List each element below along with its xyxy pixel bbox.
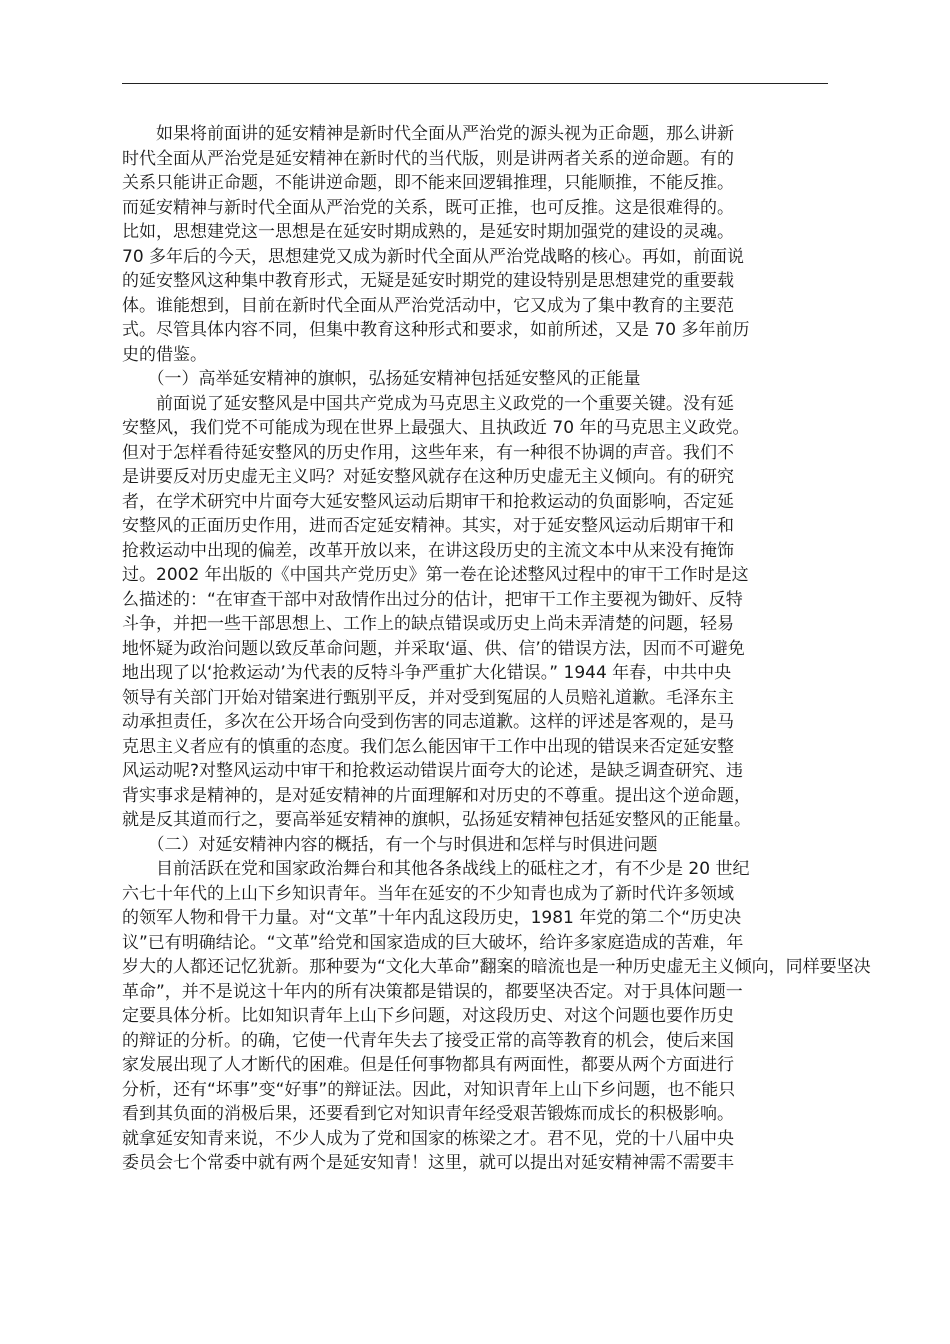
text-line: 就是反其道而行之，要高举延安精神的旗帜，弘扬延安精神包括延安整风的正能量。 (122, 810, 751, 830)
text-line: 克思主义者应有的慎重的态度。我们怎么能因审干工作中出现的错误来否定延安整 (122, 736, 734, 757)
text-line: 抢救运动中出现的偏差，改革开放以来，在讲这段历史的主流文本中从来没有掩饰 (122, 540, 734, 561)
text-line: 分析，还有“坏事”变“好事”的辩证法。因此，对知识青年上山下乡问题，也不能只 (122, 1079, 736, 1100)
text-line: 岁大的人都还记忆犹新。那种要为“文化大革命”翻案的暗流也是一种历史虚无主义倾向，同样要坚决 (122, 957, 871, 977)
text-line: 但对于怎样看待延安整风的历史作用，这些年来，有一种很不协调的声音。我们不 (122, 442, 734, 463)
text-line: 史的借鉴。 (122, 344, 207, 365)
text-line: 安整风的正面历史作用，进而否定延安精神。其实，对于延安整风运动后期审干和 (122, 516, 734, 536)
text-line: 议”已有明确结论。“文革”给党和国家造成的巨大破坏，给许多家庭造成的苦难，年 (122, 932, 744, 953)
text-line: 的辩证的分析。的确，它使一代青年失去了接受正常的高等教育的机会，使后来国 (122, 1030, 734, 1051)
text-line: 的延安整风这种集中教育形式，无疑是延安时期党的建设特别是思想建党的重要载 (122, 271, 734, 291)
text-line: 者，在学术研究中片面夸大延安整风运动后期审干和抢救运动的负面影响，否定延 (122, 491, 734, 512)
text-line: 过。2002 年出版的《中国共产党历史》第一卷在论述整风过程中的审干工作时是这 (122, 565, 749, 585)
text-line: 背实事求是精神的，是对延安精神的片面理解和对历史的不尊重。提出这个逆命题， (122, 785, 751, 806)
text-line: 安整风，我们党不可能成为现在世界上最强大、且执政近 70 年的马克思主义政党。 (122, 418, 750, 438)
text-line: 领导有关部门开始对错案进行甄别平反，并对受到冤屈的人员赔礼道歉。毛泽东主 (122, 687, 734, 708)
text-line: 定要具体分析。比如知识青年上山下乡问题，对这段历史、对这个问题也要作历史 (122, 1006, 734, 1026)
text-line: 动承担责任，多次在公开场合向受到伤害的同志道歉。这样的评述是客观的，是马 (122, 712, 734, 732)
text-line: 是讲要反对历史虚无主义吗？对延安整风就存在这种历史虚无主义倾向。有的研究 (122, 467, 734, 487)
text-line: 么描述的：“在审查干部中对敌情作出过分的估计，把审干工作主要视为锄奸、反特 (122, 589, 743, 610)
document-body (122, 122, 871, 1176)
header-rule (122, 83, 828, 84)
text-line: （一）高举延安精神的旗帜，弘扬延安精神包括延安整风的正能量 (122, 369, 641, 389)
text-line: 体。谁能想到，目前在新时代全面从严治党活动中，它又成为了集中教育的主要范 (122, 295, 734, 316)
text-line: 风运动呢?对整风运动中审干和抢救运动错误片面夸大的论述，是缺乏调查研究、违 (122, 761, 744, 781)
text-line: （二）对延安精神内容的概括，有一个与时俱进和怎样与时俱进问题 (122, 834, 658, 855)
text-line: 革命”，并不是说这十年内的所有决策都是错误的，都要坚决否定。对于具体问题一 (122, 981, 743, 1002)
text-line: 地出现了以‘抢救运动’为代表的反特斗争严重扩大化错误。” 1944 年春，中共中央 (122, 663, 732, 683)
text-line: 就拿延安知青来说，不少人成为了党和国家的栋梁之才。君不见，党的十八届中央 (122, 1128, 734, 1149)
text-line: 式。尽管具体内容不同，但集中教育这种形式和要求，如前所述，又是 70 多年前历 (122, 320, 750, 340)
text-line: 关系只能讲正命题，不能讲逆命题，即不能来回逻辑推理，只能顺推，不能反推。 (122, 173, 734, 193)
text-line: 的领军人物和骨干力量。对“文革”十年内乱这段历史，1981 年党的第二个“历史决 (122, 908, 742, 928)
text-line: 时代全面从严治党是延安精神在新时代的当代版，则是讲两者关系的逆命题。有的 (122, 148, 734, 169)
text-line: 目前活跃在党和国家政治舞台和其他各条战线上的砥柱之才，有不少是 20 世纪 (122, 859, 750, 879)
text-line: 斗争，并把一些干部思想上、工作上的缺点错误或历史上尚未弄清楚的问题，轻易 (122, 614, 734, 634)
text-line: 地怀疑为政治问题以致反革命问题，并采取‘逼、供、信’的错误方法，因而不可避免 (122, 638, 745, 659)
text-line: 如果将前面讲的延安精神是新时代全面从严治党的源头视为正命题，那么讲新 (122, 124, 734, 144)
text-line: 而延安精神与新时代全面从严治党的关系，既可正推，也可反推。这是很难得的。 (122, 197, 734, 218)
text-line: 比如，思想建党这一思想是在延安时期成熟的，是延安时期加强党的建设的灵魂。 (122, 222, 734, 242)
text-line: 家发展出现了人才断代的困难。但是任何事物都具有两面性，都要从两个方面进行 (122, 1055, 734, 1075)
text-line: 70 多年后的今天，思想建党又成为新时代全面从严治党战略的核心。再如，前面说 (122, 246, 745, 267)
text-line: 看到其负面的消极后果，还要看到它对知识青年经受艰苦锻炼而成长的积极影响。 (122, 1104, 734, 1124)
text-line: 委员会七个常委中就有两个是延安知青！这里，就可以提出对延安精神需不需要丰 (122, 1153, 734, 1173)
text-line: 六七十年代的上山下乡知识青年。当年在延安的不少知青也成为了新时代许多领域 (122, 883, 734, 904)
text-line: 前面说了延安整风是中国共产党成为马克思主义政党的一个重要关键。没有延 (122, 393, 734, 414)
